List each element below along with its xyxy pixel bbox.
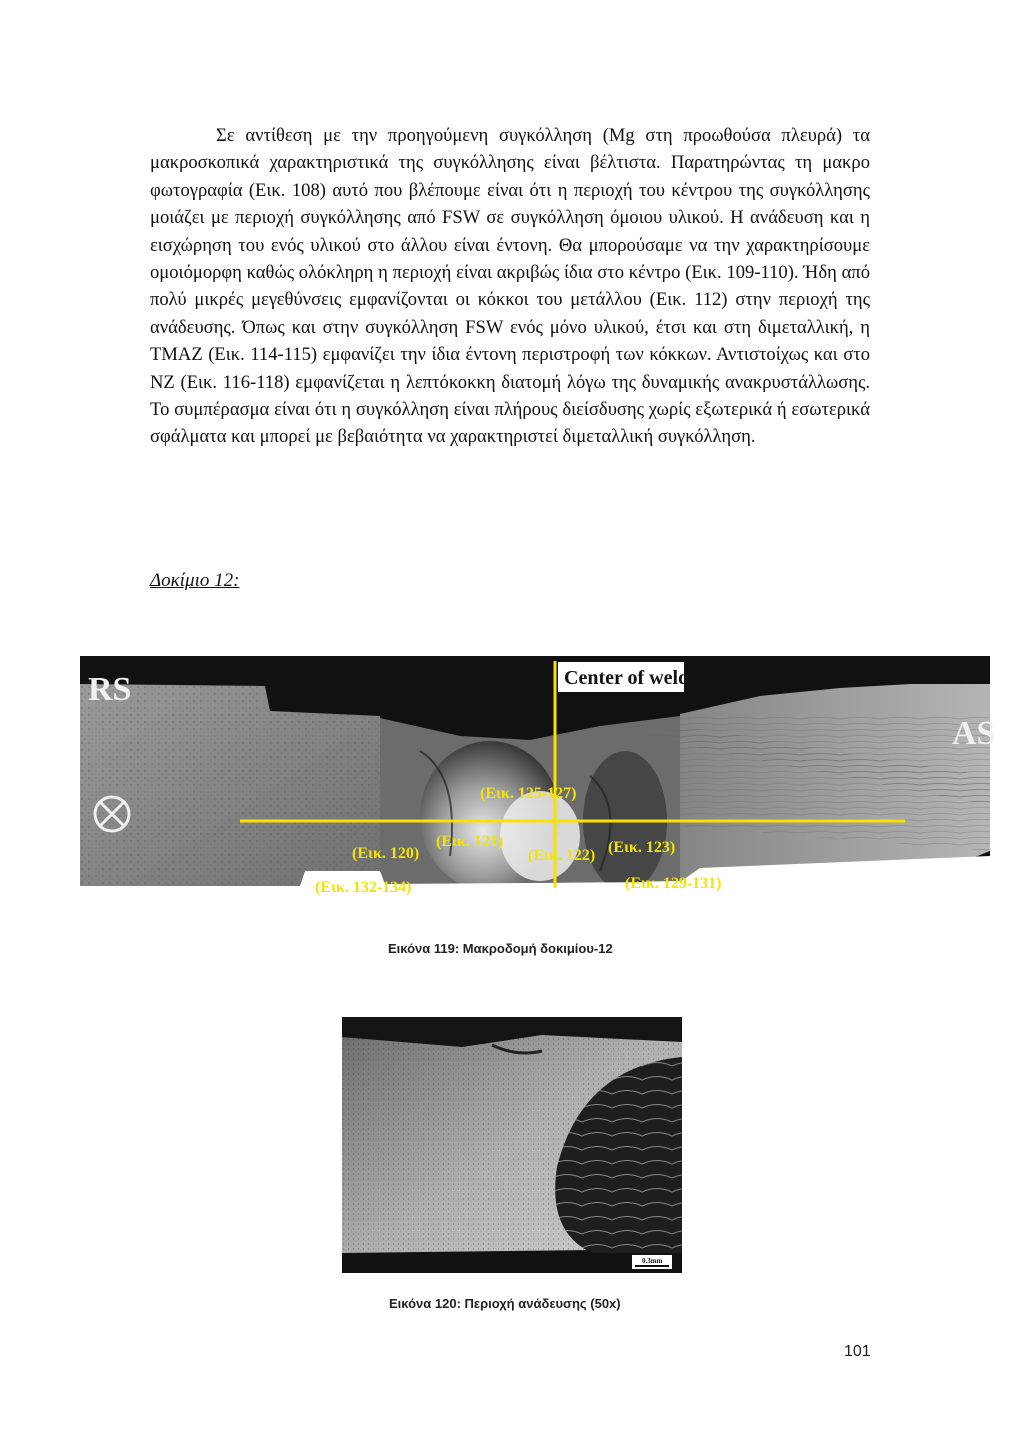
rs-label: RS bbox=[88, 671, 132, 708]
figure-119-caption: Εικόνα 119: Μακροδομή δοκιμίου-12 bbox=[388, 941, 613, 956]
section-heading: Δοκίμιο 12: bbox=[150, 570, 240, 591]
fig125-label: (Εικ. 125-127) bbox=[480, 785, 577, 802]
fig129-label: (Εικ. 129-131) bbox=[625, 875, 722, 892]
fig121-label: (Εικ. 121) bbox=[436, 833, 504, 850]
fig132-label: (Εικ. 132-134) bbox=[315, 879, 412, 896]
body-paragraph: Σε αντίθεση με την προηγούμενη συγκόλληση (Mg στη προωθούσα πλευρά) τα μακροσκοπικά χαρακτηριστικά της συγκόλλησης είναι βέλτιστα. Παρατηρώντας τη μακρο φωτογραφία (Εικ. 108) αυτό που βλέπουμε είναι ότι η περιοχή του κέντρου της συγκόλλησης μοιάζει με περιοχή συγκόλλησης από FSW σε συγκόλληση όμοιου υλικού. Η ανάδευση και η εισχώρηση του ενός υλικού στο άλλου είναι έντονη. Θα μπορούσαμε να την χαρακτηρίσουμε ομοιόμορφη καθώς ολόκληρη η περιοχή είναι ακριβώς ίδια στο κέντρο (Εικ. 109-110). Ήδη από πολύ μικρές μεγεθύνσεις εμφανίζονται οι κόκκοι του μετάλλου (Εικ. 112) στην περιοχή της ανάδευσης. Όπως και στην συγκόλληση FSW ενός μόνο υλικού, έτσι και στη διμεταλλική, η TMAZ (Εικ. 114-115) εμφανίζει την ίδια έντονη περιστροφή των κόκκων. Αντιστοίχως και στο NZ (Εικ. 116-118) εμφανίζεται η λεπτόκοκκη διατομή λόγω της δυναμικής ανακρυστάλλωσης. Το συμπέρασμα είναι ότι η συγκόλληση είναι πλήρους διείσδυσης χωρίς εξωτερικά ή εσωτερικά σφάλματα και μπορεί με βεβαιότητα να χαρακτηριστεί διμεταλλική συγκόλληση. bbox=[150, 125, 870, 448]
stir-zone-micrograph bbox=[342, 1017, 682, 1273]
macrostructure-image bbox=[80, 656, 996, 916]
scale-bar-label: 0.3mm bbox=[642, 1257, 663, 1265]
fig122-label: (Εικ. 122) bbox=[528, 847, 596, 864]
center-of-weld-label: Center of weld bbox=[564, 667, 690, 689]
fig123-label: (Εικ. 123) bbox=[608, 839, 676, 856]
page-number: 101 bbox=[844, 1343, 871, 1360]
as-label: AS bbox=[952, 715, 996, 752]
macrostructure-svg bbox=[80, 656, 996, 916]
figure-120-caption: Εικόνα 120: Περιοχή ανάδευσης (50x) bbox=[389, 1296, 621, 1311]
micrograph-svg bbox=[342, 1017, 682, 1273]
fig120-label: (Εικ. 120) bbox=[352, 845, 420, 862]
